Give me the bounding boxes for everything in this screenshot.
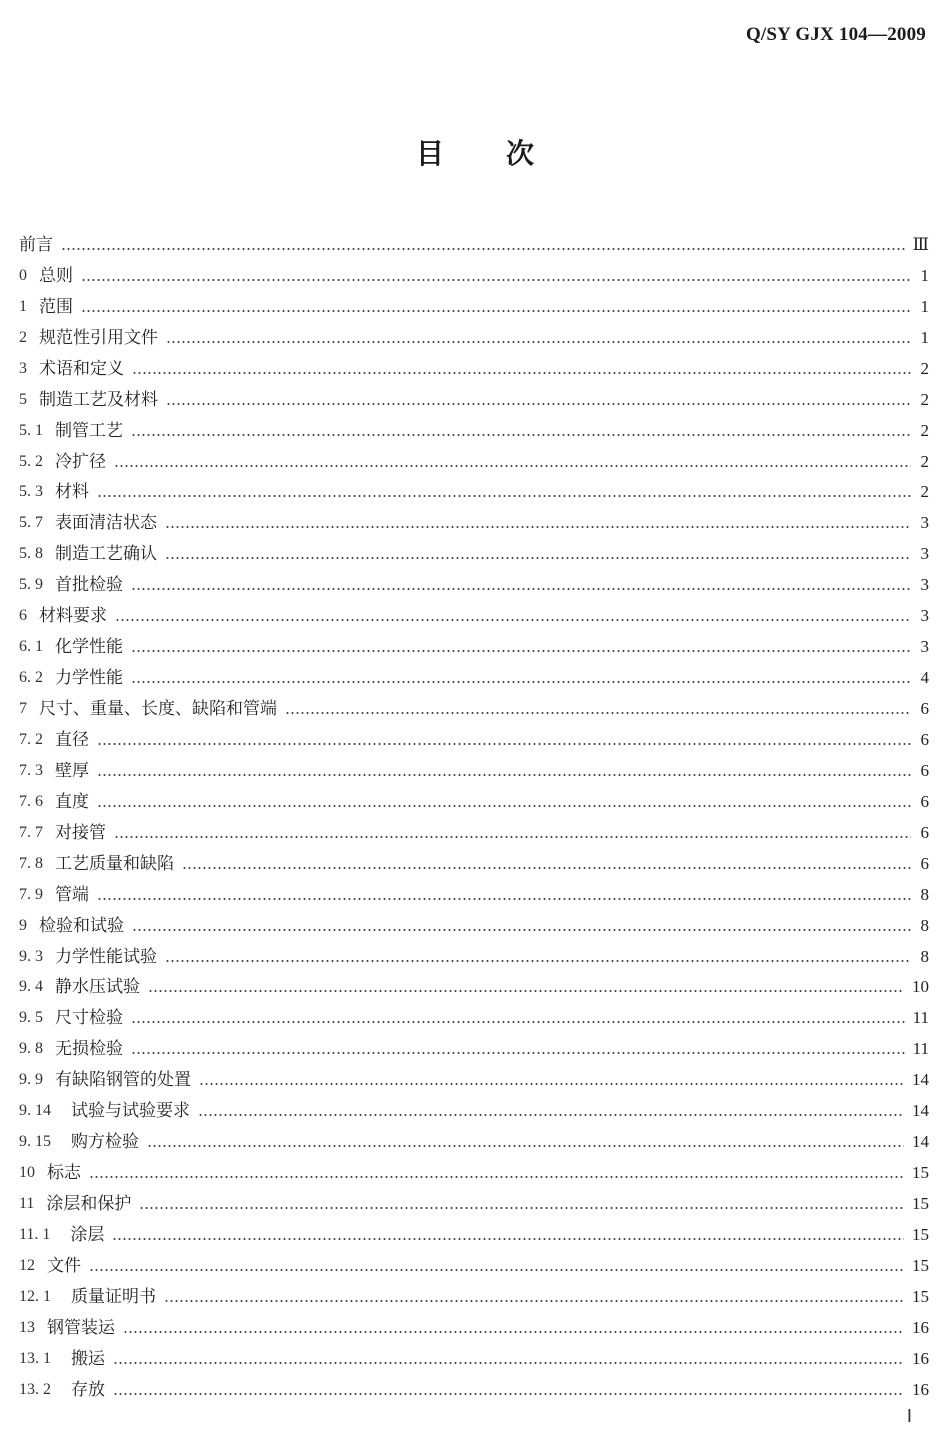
toc-entry-number: 5. 2 (19, 452, 43, 470)
toc-entry-number: 11 (19, 1195, 35, 1212)
toc-entry-number: 13. 2 (19, 1380, 51, 1398)
toc-entry-number: 13 (19, 1318, 35, 1336)
toc-entry[interactable] (19, 1374, 929, 1405)
toc-entry-page-number: 3 (920, 606, 929, 626)
toc-entry-page-number: 8 (920, 884, 929, 904)
dot-leader (199, 1074, 904, 1086)
toc-entry-number: 9. 3 (19, 947, 43, 965)
dot-leader (81, 301, 911, 313)
dot-leader (139, 1198, 904, 1210)
toc-entry-title: 规范性引用文件 (39, 327, 158, 348)
toc-entry-title: 化学性能 (55, 637, 123, 658)
toc-entry[interactable] (19, 291, 929, 322)
toc-entry-page-number: 16 (912, 1348, 929, 1368)
dot-leader (166, 332, 911, 344)
toc-entry[interactable] (19, 538, 929, 569)
toc-entry[interactable] (19, 569, 929, 600)
table-of-contents (19, 229, 929, 1405)
toc-entry[interactable] (19, 322, 929, 353)
toc-entry-page-number: 14 (912, 1070, 929, 1090)
toc-entry-title: 试验与试验要求 (71, 1101, 190, 1122)
dot-leader (123, 1322, 904, 1334)
toc-entry-title: 标志 (47, 1163, 81, 1184)
toc-entry-title: 管端 (55, 884, 89, 905)
toc-entry-title: 检验和试验 (39, 915, 124, 936)
toc-entry-page-number: 3 (920, 513, 929, 533)
toc-entry[interactable] (19, 817, 929, 848)
toc-entry-number: 9. 5 (19, 1009, 43, 1027)
dot-leader (114, 827, 911, 839)
toc-entry-number: 5. 7 (19, 514, 43, 532)
toc-entry[interactable] (19, 507, 929, 538)
toc-entry-page-number: 6 (920, 699, 929, 718)
toc-entry-title: 钢管装运 (47, 1317, 115, 1338)
dot-leader (112, 1229, 904, 1241)
toc-entry-title: 材料要求 (39, 606, 107, 627)
toc-entry-page-number: Ⅲ (912, 234, 929, 254)
toc-entry[interactable] (19, 1343, 929, 1374)
dot-leader (97, 889, 911, 901)
toc-entry-number: 10 (19, 1164, 35, 1182)
dot-leader (115, 610, 911, 622)
toc-entry-number: 2 (19, 328, 27, 346)
toc-entry-page-number: 3 (920, 637, 929, 657)
dot-leader (97, 765, 911, 777)
toc-entry[interactable] (19, 415, 929, 446)
toc-entry[interactable] (19, 1281, 929, 1312)
toc-entry-page-number: 15 (912, 1224, 929, 1244)
toc-entry-title: 前言 (19, 234, 53, 255)
toc-entry-page-number: 1 (920, 265, 929, 285)
page-title (0, 132, 950, 172)
toc-entry[interactable] (19, 786, 929, 817)
toc-entry-page-number: 8 (920, 915, 929, 935)
toc-entry-title: 涂层和保护 (46, 1194, 132, 1214)
toc-entry-number: 9. 9 (19, 1071, 43, 1089)
toc-entry-page-number: 11 (912, 1008, 929, 1028)
toc-entry-title: 制造工艺确认 (55, 544, 157, 565)
toc-entry-number: 6. 1 (19, 638, 43, 656)
toc-entry-page-number: 11 (912, 1039, 929, 1059)
dot-leader (131, 1012, 905, 1024)
dot-leader (131, 641, 911, 653)
toc-entry-page-number: 14 (912, 1132, 929, 1152)
toc-entry-number: 9. 4 (19, 978, 43, 996)
toc-entry-title: 尺寸检验 (55, 1008, 123, 1029)
toc-entry[interactable] (19, 1312, 929, 1343)
toc-entry[interactable] (19, 600, 929, 631)
toc-entry[interactable] (19, 755, 929, 786)
toc-entry-number: 1 (19, 297, 27, 315)
dot-leader (165, 951, 911, 963)
toc-entry-page-number: 15 (912, 1286, 929, 1306)
toc-entry-title: 力学性能 (55, 668, 123, 689)
toc-entry-title: 无损检验 (55, 1039, 123, 1060)
toc-entry-title: 尺寸、重量、长度、缺陷和管端 (39, 699, 277, 719)
toc-entry-title: 冷扩径 (55, 451, 106, 472)
toc-entry-number: 7. 9 (19, 885, 43, 903)
dot-leader (131, 425, 911, 437)
toc-entry[interactable] (19, 1064, 929, 1095)
dot-leader (89, 1167, 904, 1179)
toc-entry-page-number: 15 (912, 1194, 929, 1213)
toc-entry-title: 有缺陷钢管的处置 (55, 1070, 191, 1091)
toc-entry-title: 材料 (55, 482, 89, 503)
toc-entry-title: 文件 (47, 1255, 81, 1276)
dot-leader (97, 486, 911, 498)
toc-entry[interactable] (19, 1126, 929, 1157)
dot-leader (61, 239, 905, 251)
dot-leader (147, 1136, 904, 1148)
toc-entry-number: 5. 8 (19, 545, 43, 563)
toc-entry-title: 表面清洁状态 (55, 513, 157, 534)
dot-leader (182, 858, 911, 870)
toc-entry[interactable] (19, 260, 929, 291)
toc-entry-number: 5 (19, 390, 27, 408)
toc-entry-page-number: 2 (920, 389, 929, 409)
dot-leader (164, 1291, 904, 1303)
toc-entry-title: 直径 (55, 729, 89, 750)
dot-leader (165, 517, 911, 529)
toc-entry-page-number: 14 (912, 1101, 929, 1121)
toc-entry[interactable] (19, 631, 929, 662)
toc-entry-number: 11. 1 (19, 1225, 51, 1243)
toc-entry[interactable] (19, 1033, 929, 1064)
dot-leader (166, 394, 911, 406)
toc-entry-page-number: 2 (920, 451, 929, 471)
dot-leader (114, 456, 911, 468)
toc-entry-page-number: 4 (920, 668, 929, 688)
toc-entry-title: 搬运 (71, 1348, 105, 1369)
toc-entry-number: 0 (19, 266, 27, 284)
page-folio: Ⅰ (906, 1406, 912, 1426)
toc-entry-number: 6 (19, 607, 27, 625)
toc-entry-number: 12 (19, 1256, 35, 1274)
dot-leader (81, 270, 911, 282)
toc-entry-page-number: 6 (920, 853, 929, 873)
toc-entry[interactable] (19, 662, 929, 693)
toc-entry-page-number: 6 (920, 791, 929, 811)
toc-entry-number: 7. 3 (19, 761, 43, 779)
toc-entry[interactable] (19, 1002, 929, 1033)
toc-entry-page-number: 6 (920, 729, 929, 749)
toc-entry[interactable] (19, 229, 929, 260)
toc-entry[interactable] (19, 1219, 929, 1250)
dot-leader (148, 981, 904, 993)
toc-entry[interactable] (19, 724, 929, 755)
toc-entry-page-number: 6 (920, 822, 929, 842)
toc-entry[interactable] (19, 910, 929, 941)
toc-entry-page-number: 10 (912, 977, 929, 997)
dot-leader (132, 920, 911, 932)
toc-entry-title: 静水压试验 (55, 977, 140, 998)
toc-entry[interactable] (19, 972, 929, 1003)
toc-entry-number: 3 (19, 359, 27, 377)
dot-leader (165, 548, 911, 560)
toc-entry[interactable] (19, 1157, 929, 1188)
toc-entry-title: 壁厚 (55, 760, 89, 781)
toc-entry-number: 9 (19, 916, 27, 934)
toc-entry-number: 9. 15 (19, 1133, 51, 1151)
dot-leader (113, 1353, 904, 1365)
toc-entry-number: 7. 2 (19, 730, 43, 748)
toc-entry-title: 制造工艺及材料 (39, 389, 158, 410)
toc-entry-title: 力学性能试验 (55, 946, 157, 967)
toc-entry-title: 范围 (39, 296, 73, 317)
toc-entry-number: 6. 2 (19, 669, 43, 687)
dot-leader (131, 579, 911, 591)
dot-leader (97, 796, 911, 808)
toc-entry-number: 7. 7 (19, 823, 43, 841)
toc-entry-page-number: 1 (920, 296, 929, 316)
toc-entry-title: 存放 (71, 1379, 105, 1400)
toc-entry-title: 直度 (55, 791, 89, 812)
toc-entry[interactable] (19, 1250, 929, 1281)
toc-entry-title: 首批检验 (55, 575, 123, 596)
toc-entry-page-number: 16 (912, 1317, 929, 1337)
toc-entry-title: 制管工艺 (55, 420, 123, 441)
dot-leader (97, 734, 911, 746)
title-char-2: 次 (506, 137, 535, 170)
toc-entry-page-number: 15 (912, 1163, 929, 1183)
dot-leader (131, 1043, 905, 1055)
toc-entry-page-number: 3 (920, 575, 929, 595)
toc-entry-title: 对接管 (55, 822, 106, 843)
toc-entry-number: 9. 8 (19, 1040, 43, 1058)
dot-leader (113, 1384, 904, 1396)
toc-entry[interactable] (19, 848, 929, 879)
title-char-1: 目 (415, 137, 444, 170)
toc-entry-title: 工艺质量和缺陷 (55, 853, 174, 874)
toc-entry-page-number: 2 (920, 358, 929, 378)
toc-entry[interactable] (19, 353, 929, 384)
toc-entry-page-number: 16 (912, 1379, 929, 1399)
dot-leader (198, 1105, 904, 1117)
toc-entry-title: 术语和定义 (39, 358, 124, 379)
toc-entry[interactable] (19, 477, 929, 508)
document-code: Q/SY GJX 104—2009 (745, 24, 926, 45)
toc-entry-page-number: 8 (920, 946, 929, 966)
toc-entry-title: 质量证明书 (71, 1286, 156, 1307)
toc-entry-page-number: 3 (920, 544, 929, 564)
dot-leader (89, 1260, 904, 1272)
toc-entry[interactable] (19, 1095, 929, 1126)
toc-entry[interactable] (19, 446, 929, 477)
toc-entry-page-number: 15 (912, 1255, 929, 1275)
dot-leader (132, 363, 911, 375)
toc-entry-number: 7. 8 (19, 854, 43, 872)
toc-entry-number: 5. 3 (19, 483, 43, 501)
toc-entry-number: 5. 1 (19, 421, 43, 439)
dot-leader (131, 672, 911, 684)
toc-entry-title: 总则 (39, 265, 73, 286)
dot-leader (285, 703, 911, 715)
toc-entry-number: 12. 1 (19, 1287, 51, 1305)
toc-entry[interactable] (19, 941, 929, 972)
toc-entry-number: 9. 14 (19, 1102, 51, 1120)
toc-entry-title: 涂层 (70, 1224, 105, 1245)
toc-entry[interactable] (19, 1188, 929, 1219)
toc-entry-page-number: 6 (920, 760, 929, 780)
toc-entry-page-number: 2 (920, 482, 929, 502)
toc-entry-number: 13. 1 (19, 1349, 51, 1367)
toc-entry-number: 7. 6 (19, 792, 43, 810)
toc-entry-title: 购方检验 (71, 1132, 139, 1153)
toc-entry-number: 7 (19, 700, 27, 717)
toc-entry-page-number: 2 (920, 420, 929, 440)
toc-entry-page-number: 1 (920, 327, 929, 347)
toc-entry[interactable] (19, 693, 929, 724)
toc-entry-number: 5. 9 (19, 576, 43, 594)
toc-entry[interactable] (19, 384, 929, 415)
toc-entry[interactable] (19, 879, 929, 910)
